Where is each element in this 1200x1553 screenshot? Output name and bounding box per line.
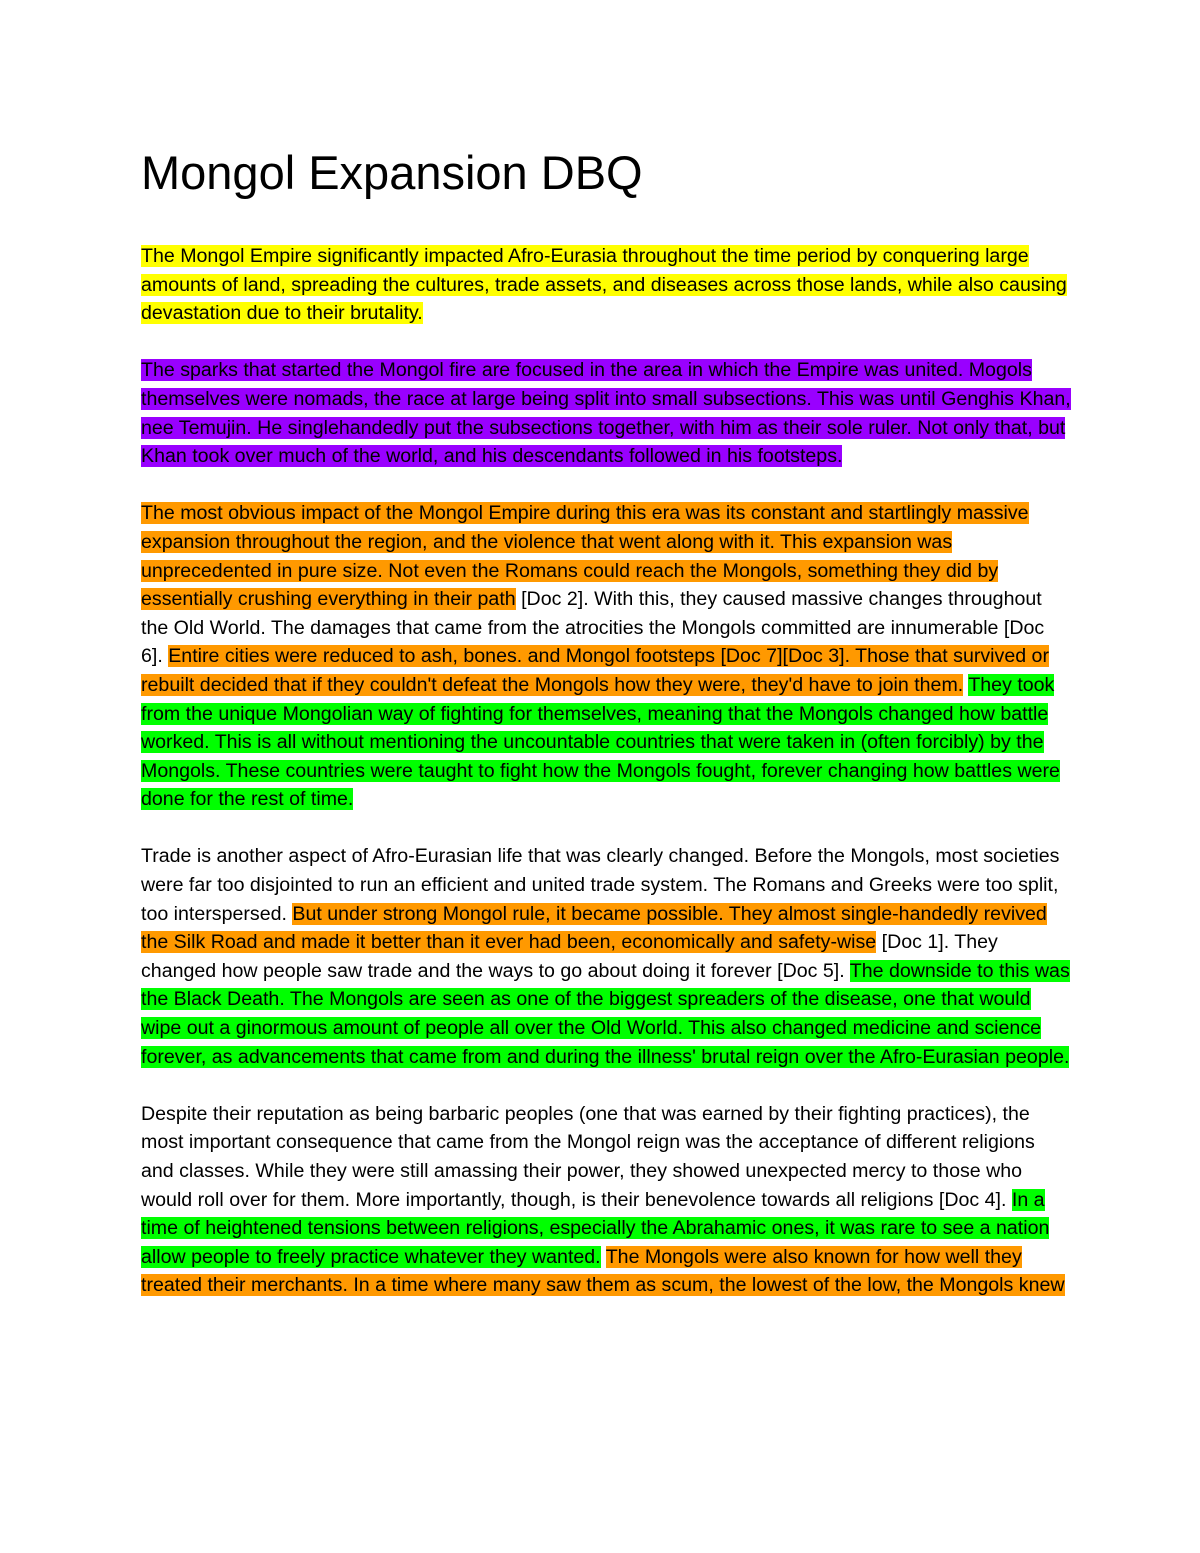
- text-segment: The most obvious impact of the Mongol Empire during this era was its constant and startlingly massive expansion throughout the region, and the violence that went along with it. This expansion was unprecedented in pure size. Not even the Romans could reach the Mongols, something they did by essentially crushing everything in their path: [141, 502, 1029, 611]
- paragraph-5: [141, 1100, 1071, 1300]
- text-segment: [601, 1246, 606, 1268]
- text-segment: Trade is another aspect of Afro-Eurasian life that was clearly changed. Before the Mongols, most societies were far too disjointed to run an efficient and united trade system. The Romans and Greeks were too split, too interspersed.: [141, 845, 1060, 925]
- text-segment: Entire cities were reduced to ash, bones. and Mongol footsteps [Doc 7][Doc 3]. Those that survived or rebuilt decided that if they couldn't defeat the Mongols how they were, they'd have to join them.: [141, 645, 1049, 696]
- text-segment: In a time of heightened tensions between religions, especially the Abrahamic ones, it was rare to see a nation allow people to freely practice whatever they wanted.: [141, 1188, 1050, 1268]
- text-segment: [Doc 2]. With this, they caused massive changes throughout the Old World. The damages that came from the atrocities the Mongols committed are innumerable [Doc 6].: [141, 588, 1045, 668]
- document-title: Mongol Expansion DBQ: [141, 146, 643, 199]
- paragraph-4: [141, 842, 1071, 1071]
- paragraph-1: [141, 242, 1071, 328]
- text-segment: The Mongols were also known for how well they treated their merchants. In a time where many saw them as scum, the lowest of the low, the Mongols knew: [141, 1245, 1065, 1297]
- text-segment: The sparks that started the Mongol fire are focused in the area in which the Empire was united. Mogols themselves were nomads, the race at large being split into small subsections. This was until Genghis Khan, nee Temujin. He singlehandedly put the subsections together, with him as their sole ruler. Not only that, but Khan took over much of the world, and his descendants followed in his footsteps.: [141, 359, 1071, 468]
- paragraph-2: [141, 356, 1071, 470]
- text-segment: The downside to this was the Black Death. The Mongols are seen as one of the biggest spreaders of the disease, one that would wipe out a ginormous amount of people all over the Old World. This also changed medicine and science forever, as advancements that came from and during the illness' brutal reign over the Afro-Eurasian people.: [141, 959, 1070, 1068]
- text-segment: They took from the unique Mongolian way of fighting for themselves, meaning that the Mongols changed how battle worked. This is all without mentioning the uncountable countries that were taken in (often forcibly) by the Mongols. These countries were taught to fight how the Mongols fought, forever changing how battles were done for the rest of time.: [141, 673, 1060, 811]
- text-segment: The Mongol Empire significantly impacted Afro-Eurasia throughout the time period by conquering large amounts of land, spreading the cultures, trade assets, and diseases across those lands, while also causing devastation due to their brutality.: [141, 245, 1067, 325]
- paragraph-3: [141, 499, 1071, 814]
- text-segment: [Doc 1]. They changed how people saw trade and the ways to go about doing it forever [Doc 5].: [141, 931, 998, 982]
- text-segment: Despite their reputation as being barbaric peoples (one that was earned by their fighting practices), the most important consequence that came from the Mongol reign was the acceptance of different religions and classes. While they were still amassing their power, they showed unexpected mercy to those who would roll over for them. More importantly, though, is their benevolence towards all religions [Doc 4].: [141, 1102, 1035, 1211]
- document-body: [141, 140, 1071, 1329]
- text-segment: But under strong Mongol rule, it became possible. They almost single-handedly revived the Silk Road and made it better than it ever had been, economically and safety-wise: [141, 902, 1047, 954]
